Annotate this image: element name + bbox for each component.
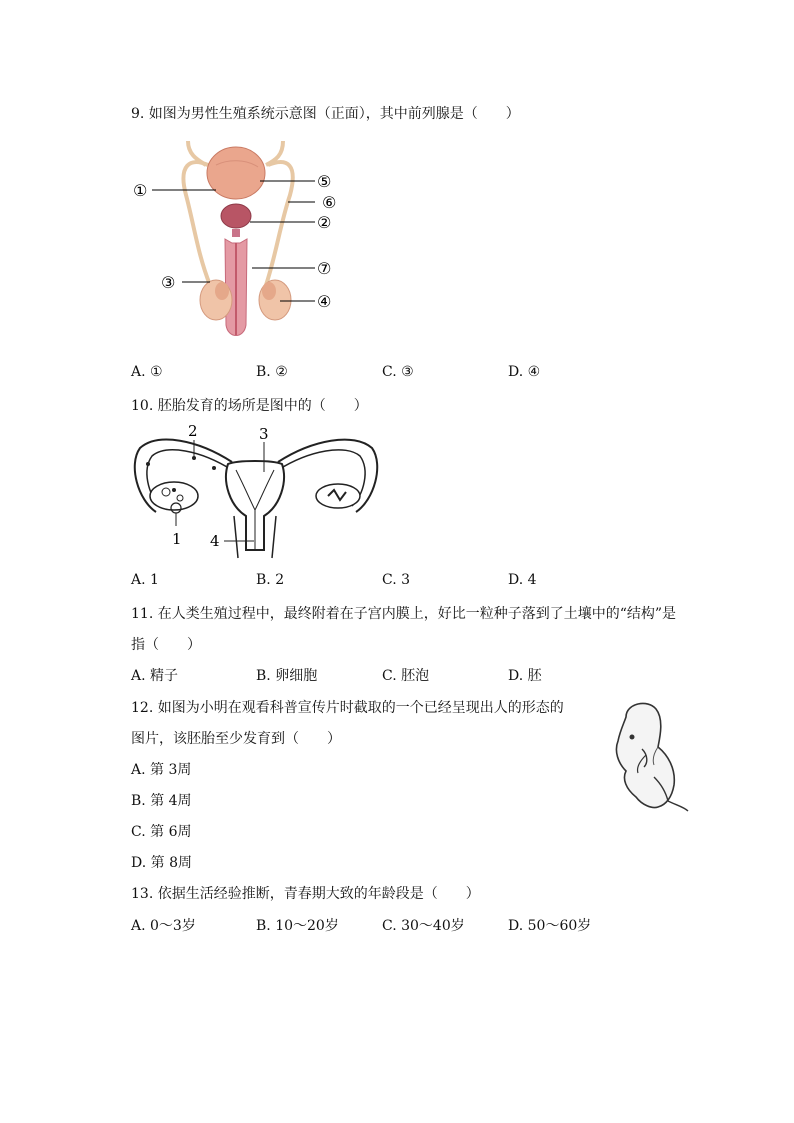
q13-option-c[interactable]: C. 30～40岁 [382, 918, 465, 934]
male-reproductive-system-figure [128, 135, 348, 347]
label-3: 3 [259, 425, 269, 443]
vas-deferens-right [266, 141, 293, 285]
q12-option-d[interactable]: D. 第 8周 [131, 855, 192, 871]
q12-option-b[interactable]: B. 第 4周 [131, 793, 192, 809]
q10-option-d[interactable]: D. 4 [508, 572, 537, 588]
q11-option-a[interactable]: A. 精子 [131, 668, 179, 684]
q13-option-b[interactable]: B. 10～20岁 [256, 918, 339, 934]
question-11-stem-line2: 指（ ） [131, 637, 201, 653]
question-12-stem-line2: 图片，该胚胎至少发育到（ ） [131, 731, 341, 747]
female-reproductive-system-figure [128, 420, 388, 562]
question-10-stem: 10. 胚胎发育的场所是图中的（ ） [131, 398, 368, 414]
q9-option-b[interactable]: B. ② [256, 364, 288, 380]
label-2: ② [317, 213, 332, 232]
label-2: 2 [188, 422, 198, 440]
q11-option-b[interactable]: B. 卵细胞 [256, 668, 318, 684]
q12-option-a[interactable]: A. 第 3周 [131, 762, 192, 778]
label-5: ⑤ [317, 172, 332, 191]
ovary-left [150, 482, 198, 510]
vas-deferens-left [183, 141, 210, 285]
question-11-stem-line1: 11. 在人类生殖过程中，最终附着在子宫内膜上，好比一粒种子落到了土壤中的“结构”是 [131, 606, 677, 622]
q11-option-d[interactable]: D. 胚 [508, 668, 542, 684]
label-4: ④ [317, 292, 332, 311]
question-12-stem-line1: 12. 如图为小明在观看科普宣传片时截取的一个已经呈现出人的形态的 [131, 700, 564, 716]
q12-option-c[interactable]: C. 第 6周 [131, 824, 192, 840]
prostate [221, 204, 251, 228]
q9-option-c[interactable]: C. ③ [382, 364, 414, 380]
q9-option-a[interactable]: A. ① [131, 364, 163, 380]
label-6: ⑥ [322, 193, 337, 212]
question-9-stem: 9. 如图为男性生殖系统示意图（正面），其中前列腺是（ ） [131, 106, 520, 122]
question-13-stem: 13. 依据生活经验推断，青春期大致的年龄段是（ ） [131, 886, 480, 902]
label-7: ⑦ [317, 259, 332, 278]
label-1: ① [133, 181, 148, 200]
q13-option-a[interactable]: A. 0～3岁 [131, 918, 196, 934]
q10-option-b[interactable]: B. 2 [256, 572, 285, 588]
q11-option-c[interactable]: C. 胚泡 [382, 668, 430, 684]
q10-option-a[interactable]: A. 1 [131, 572, 159, 588]
q9-option-d[interactable]: D. ④ [508, 364, 541, 380]
label-4: 4 [210, 532, 220, 550]
label-3: ③ [161, 273, 176, 292]
embryo-figure [596, 697, 694, 819]
label-1: 1 [172, 530, 182, 548]
q10-option-c[interactable]: C. 3 [382, 572, 411, 588]
q13-option-d[interactable]: D. 50～60岁 [508, 918, 592, 934]
bladder [207, 147, 265, 199]
